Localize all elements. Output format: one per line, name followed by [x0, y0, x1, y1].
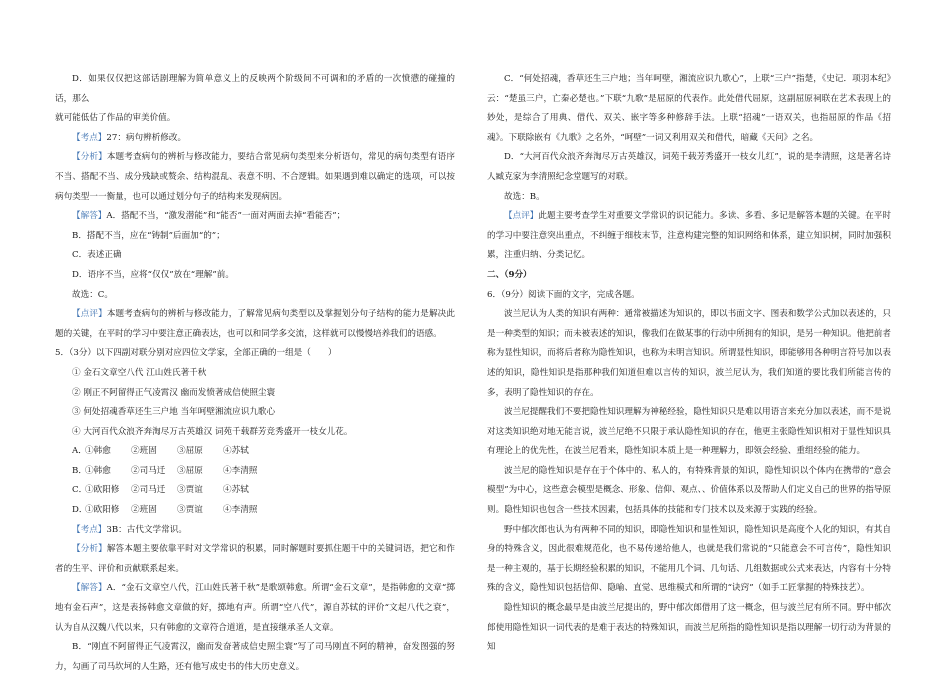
q5-couplet-1: ① 金石文章空八代 江山姓氏著千秋 — [72, 367, 207, 378]
q4-jieda-c: C．表述正确 — [72, 250, 122, 261]
q4-jieda-b: B．搭配不当，应在“铸制”后面加“的”； — [72, 230, 225, 241]
jieda-tag: 【解答】 — [72, 211, 107, 222]
q5-stem: 5．（3分）以下四副对联分别对应四位文学家，全部正确的一组是（ ） — [55, 348, 337, 359]
q5-answer: 故选：B。 — [504, 191, 545, 202]
q5-fenxi: 【分析】解答本题主要依靠平时对文学常识的积累，同时解题时要抓住题干中的关键词语，把它和作者的生平、评价和贡献联系起来。 — [55, 544, 455, 574]
q5-jieda-a: 【解答】A．“金石文章空八代，江山姓氏著千秋”是歌颂韩愈。所谓“金石文章”，是指韩愈的文章“掷地有金石声”，这是表扬韩愈文章做的好，掷地有声。所谓“空八代”，源自苏轼的评价“文起八代之衰”，认为自从汉魏八代以来，只有韩愈的文章符合道道，是直接继承圣人文章。 — [55, 583, 455, 633]
q4-dianping: 【点评】本题考查病句的辨析与修改能力，了解常见病句类型以及掌握划分句子结构的能力是解决此题的关键，在平时的学习中要注意正确表达，也可以和同学多交流，这样就可以慢慢培养我们的语感。 — [55, 309, 455, 339]
passage-para-5: 隐性知识的概念最早是由波兰尼提出的，野中郁次郎借用了这一概念，但与波兰尼有所不同。野中郁次郎使用隐性知识一词代表的是难于表达的特殊知识，而波兰尼所指的隐性知识是指以理解一切行动为背景的知 — [487, 603, 891, 653]
q4-jieda-d: D．语序不当，应将“仅仅”放在“理解”前。 — [72, 269, 234, 280]
q5-option-c: C． ①欧阳修 ②司马迁 ③贾谊 ④苏轼 — [72, 485, 249, 496]
kaodian-tag: 【考点】 — [72, 132, 107, 143]
q5-kaodian: 【考点】3B：古代文学常识。 — [72, 524, 187, 535]
passage-para-3: 波兰尼的隐性知识是存在于个体中的、私人的，有特殊背景的知识，隐性知识以个体内在携带的“意会模型”为中心，这些意会模型是概念、形象、信仰、观点、、价值体系以及帮助人们定义自己的世界的指导原则。隐性知识也包含一些技术因素，包括具体的技能和专门技术以及来源于实践的经验。 — [487, 465, 892, 516]
section-two-heading: 二、（9分） — [487, 269, 532, 280]
q4-jieda: 【解答】A．搭配不当，“激发潜能”和“能否”一面对两面去掉“看能否”； — [72, 211, 346, 222]
passage-para-2: 波兰尼提醒我们不要把隐性知识理解为神秘经验，隐性知识只是难以用语言来充分加以表述，而不是说对这类知识绝对地无能言说，波兰尼绝不只限于承认隐性知识的存在，他更主张隐性知识相对于显性知识具有理论上的优先性，在波兰尼看来，隐性知识本质上是一种理解力，即领会经验、重组经验的能力。 — [487, 407, 891, 457]
dianping-tag: 【点评】 — [72, 309, 107, 320]
left-column — [55, 70, 455, 677]
q5-option-a: A． ①韩愈 ②班固 ③屈原 ④苏轼 — [72, 446, 249, 457]
q4-option-d: D．如果仅仅把这部话剧理解为简单意义上的反映两个阶级间不可调和的矛盾的一次愤懑的碰撞的话，那么 — [55, 74, 455, 104]
q5-option-b: B． ①韩愈 ②司马迁 ③屈原 ④李清照 — [72, 465, 258, 476]
q4-fenxi: 【分析】本题考查病句的辨析与修改能力，要结合常见病句类型来分析语句，常见的病句类型有语序不当、搭配不当、成分残缺或赘余、结构混乱、表意不明、不合逻辑。如果遇到难以确定的选项，可以按病句类型一一衡量，也可以通过划分句子的结构来发现病因。 — [55, 152, 455, 202]
fenxi-tag: 【分析】 — [72, 152, 107, 163]
q5-option-d: D． ①欧阳修 ②班固 ③贾谊 ④李清照 — [72, 505, 258, 516]
q5-couplet-2: ② 刚正不阿留得正气凌霄汉 幽而发愤著成信使照尘寰 — [72, 387, 276, 398]
right-column — [487, 70, 891, 658]
q5-couplet-4: ④ 大河百代众浪齐奔淘尽万古英雄汉 词苑千载群芳竞秀盛开一枝女儿花。 — [72, 426, 353, 437]
q4-option-d-cont: 就可能低估了作品的审美价值。 — [55, 113, 176, 124]
passage-para-1: 波兰尼认为人类的知识有两种：通常被描述为知识的，即以书面文字、图表和数学公式加以表述的，只是一种类型的知识；而未被表述的知识，像我们在做某事的行动中所拥有的知识，是另一种知识。他把前者称为显性知识，而将后者称为隐性知识，也称为未明言知识。所谓显性知识，即能够用各种明言符号加以表述的知识，隐性知识是指那种我们知道但难以言传的知识，波兰尼认为，我们知道的要比我们所能言传的多，表明了隐性知识的存在。 — [487, 309, 891, 398]
q5-jieda-d: D．“大河百代众浪齐奔淘尽万古英雄汉，词苑千载芳秀盛开一枝女儿红”，说的是李清照，这是著名诗人臧克家为李清照纪念堂题写的对联。 — [487, 152, 891, 182]
q5-couplet-3: ③ 何处招魂香草还生三户地 当年呵壁湘流应识九歌心 — [72, 407, 276, 418]
q6-stem: 6．（9分）阅读下面的文字，完成各题。 — [487, 289, 640, 300]
passage-para-4: 野中郁次郎也认为有两种不同的知识，即隐性知识和显性知识，隐性知识是高度个人化的知识，有其自身的特殊含义，因此很难规范化，也不易传递给他人，也就是我们常说的“只能意会不可言传”，隐性知识是一种主观的，基于长期经验积累的知识，不能用几个词、几句话、几组数据或公式来表达，内容有十分特殊的含义，隐性知识包括信仰、隐喻、直觉、思维模式和所谓的“诀窍”（如手工匠掌握的特殊技艺）。 — [487, 524, 891, 594]
q5-jieda-c: C．“何处招魂，香草还生三户地；当年呵壁，湘流应识九歌心”，上联“三户”指楚，《史记．项羽本纪》云：“楚虽三户，亡秦必楚也。”下联“九歌”是屈原的代表作。此处借代屈原，这副屈原祠联在艺术表现上的妙处，是综合了用典、借代、双关、嵌字等多种修辞手法。上联“招魂”一语双关，也指屈原的作品《招魂》。下联除嵌有《九歌》之名外，“呵壁”一词又利用双关和借代，暗藏《天问》之名。 — [487, 74, 891, 143]
q4-kaodian: 【考点】27：病句辨析修改。 — [72, 132, 187, 143]
q5-jieda-b: B．“刚直不阿留得正气凌霄汉，幽而发奋著成信史照尘寰”写了司马刚直不阿的精神，奋发图强的努力，勾画了司马坎坷的人生路，还有他写成史书的伟大历史意义。 — [55, 642, 455, 672]
q4-answer: 故选：C。 — [72, 289, 113, 300]
q5-dianping: 【点评】此题主要考查学生对重要文学常识的识记能力。多读、多看、多记是解答本题的关键。在平时的学习中要注意突出重点，不纠缠于细枝末节，注意构建完整的知识网络和体系，建立知识树，同时加强积累，注重归纳、分类记忆。 — [487, 211, 891, 261]
